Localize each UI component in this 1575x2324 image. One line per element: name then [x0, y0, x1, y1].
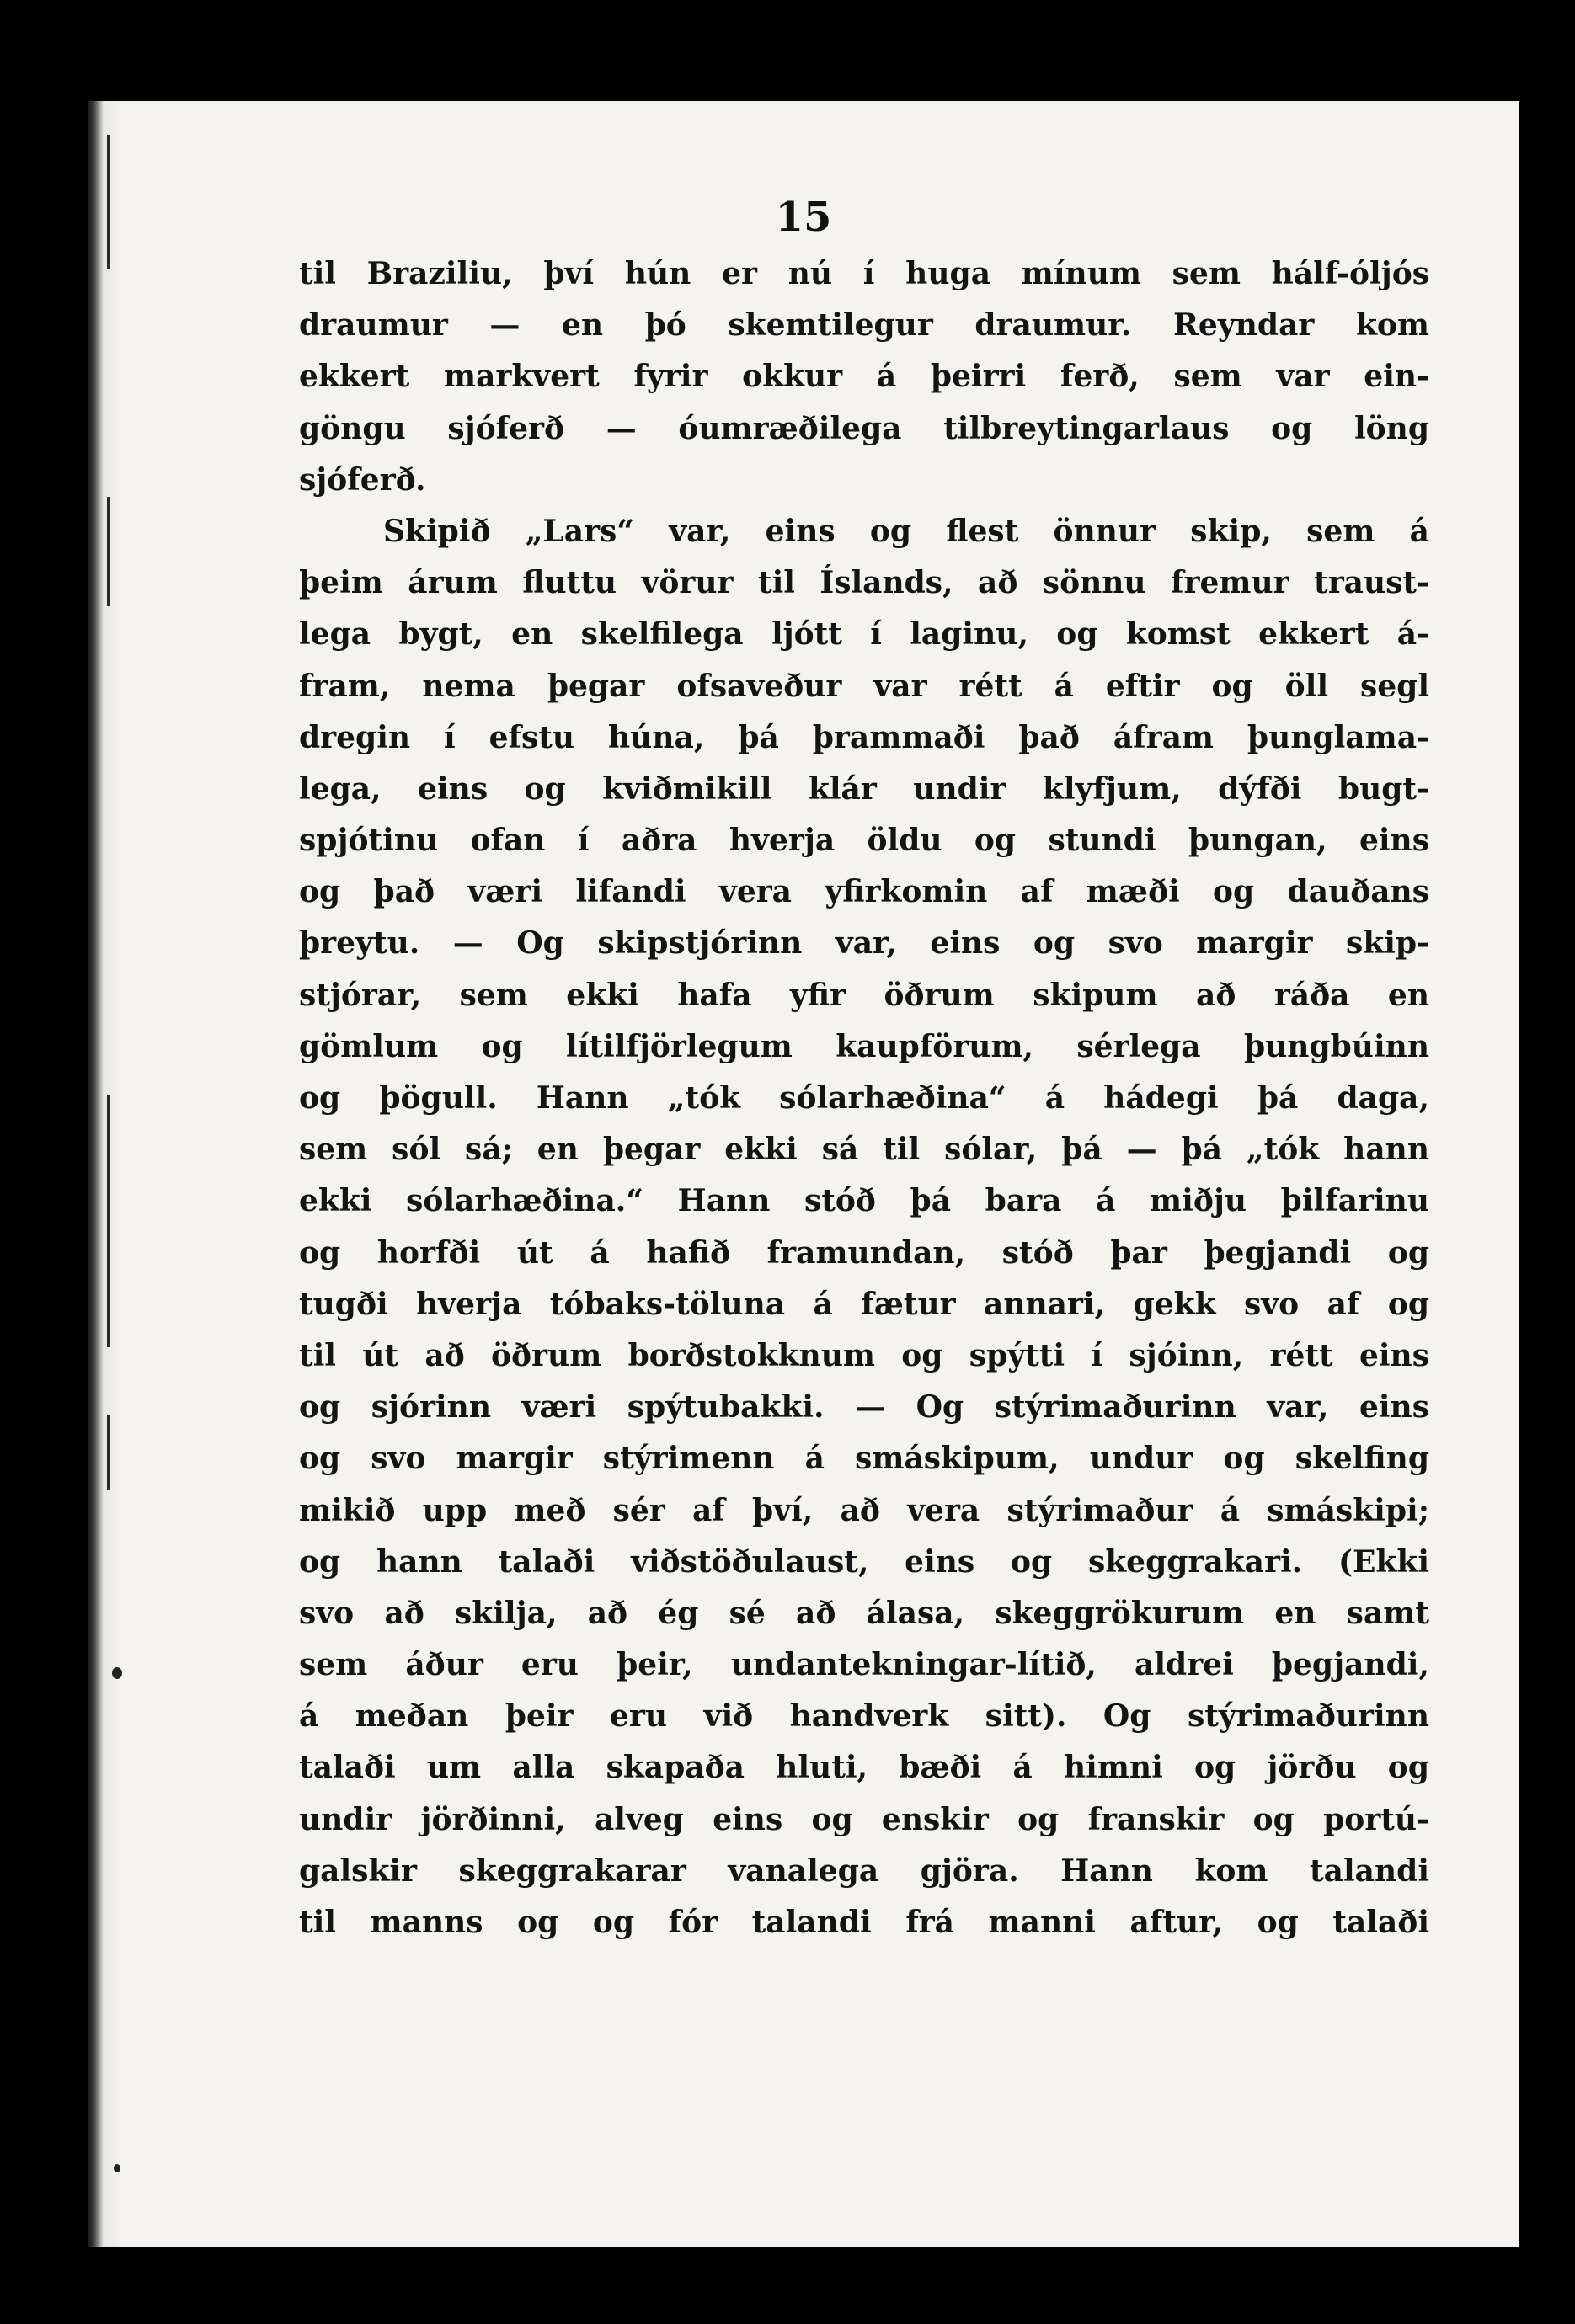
- text-line: á meðan þeir eru við handverk sitt). Og stýrimaðurinn: [299, 1698, 1429, 1735]
- text-line: til Braziliu, því hún er nú í huga mínum sem hálf-óljós: [299, 256, 1429, 291]
- text-line: ekkert markvert fyrir okkur á þeirri ferð, sem var ein-: [299, 359, 1429, 395]
- text-line: göngu sjóferð — óumræðilega tilbreytingarlaus og löng: [299, 410, 1429, 446]
- text-line: lega bygt, en skelfilega ljótt í laginu, og komst ekkert á-: [299, 616, 1429, 653]
- book-page: [88, 101, 1519, 2247]
- text-line: spjótinu ofan í aðra hverja öldu og stundi þungan, eins: [299, 823, 1429, 859]
- text-line: þreytu. — Og skipstjórinn var, eins og svo margir skip-: [299, 925, 1429, 962]
- edge-mark: [107, 497, 110, 606]
- text-line: gömlum og lítilfjörlegum kaupförum, sérlega þungbúinn: [299, 1028, 1429, 1064]
- edge-mark: [107, 1095, 110, 1347]
- text-line: fram, nema þegar ofsaveður var rétt á eftir og öll segl: [299, 668, 1429, 704]
- text-line: Skipið „Lars“ var, eins og flest önnur skip, sem á: [383, 513, 1429, 549]
- text-line: sem áður eru þeir, undantekningar-lítið, aldrei þegjandi,: [299, 1647, 1429, 1683]
- text-line: þeim árum fluttu vörur til Íslands, að sönnu fremur traust-: [299, 565, 1429, 601]
- text-line: til út að öðrum borðstokknum og spýtti í sjóinn, rétt eins: [299, 1337, 1429, 1373]
- body-text: [299, 248, 1429, 1948]
- text-line: sem sól sá; en þegar ekki sá til sólar, þá — þá „tók hann: [299, 1132, 1429, 1168]
- page-number: 15: [775, 194, 832, 241]
- text-line: mikið upp með sér af því, að vera stýrimaður á smáskipi;: [299, 1492, 1429, 1528]
- text-line: og það væri lifandi vera yfirkomin af mæði og dauðans: [299, 874, 1429, 910]
- text-line: og horfði út á hafið framundan, stóð þar þegjandi og: [299, 1234, 1429, 1271]
- edge-mark: [107, 1415, 110, 1490]
- text-line: undir jörðinni, alveg eins og enskir og franskir og portú-: [299, 1801, 1429, 1837]
- text-line: svo að skilja, að ég sé að álasa, skeggrökurum en samt: [299, 1595, 1429, 1631]
- text-line: talaði um alla skapaða hluti, bæði á himni og jörðu og: [299, 1750, 1429, 1786]
- text-line: ekki sólarhæðina.“ Hann stóð þá bara á miðju þilfarinu: [299, 1183, 1429, 1219]
- text-line: galskir skeggrakarar vanalega gjöra. Hann kom talandi: [299, 1852, 1429, 1889]
- text-line: og svo margir stýrimenn á smáskipum, undur og skelfing: [299, 1441, 1429, 1477]
- text-line: stjórar, sem ekki hafa yfir öðrum skipum að ráða en: [299, 977, 1429, 1013]
- ink-speck: [112, 1667, 122, 1679]
- text-line: og þögull. Hann „tók sólarhæðina“ á hádegi þá daga,: [299, 1080, 1429, 1116]
- text-line: og hann talaði viðstöðulaust, eins og skeggrakari. (Ekki: [299, 1543, 1429, 1580]
- binding-edge: [88, 101, 122, 2247]
- text-line: sjóferð.: [299, 461, 426, 498]
- text-line: og sjórinn væri spýtubakki. — Og stýrimaðurinn var, eins: [299, 1389, 1429, 1426]
- text-line: dregin í efstu húna, þá þrammaði það áfram þunglama-: [299, 719, 1429, 755]
- text-line: tugði hverja tóbaks-töluna á fætur annari, gekk svo af og: [299, 1286, 1429, 1322]
- text-line: draumur — en þó skemtilegur draumur. Reyndar kom: [299, 307, 1429, 344]
- text-line: til manns og og fór talandi frá manni aftur, og talaði: [299, 1905, 1429, 1940]
- text-line: lega, eins og kviðmikill klár undir klyfjum, dýfði bugt-: [299, 770, 1429, 807]
- ink-speck: [114, 2164, 120, 2172]
